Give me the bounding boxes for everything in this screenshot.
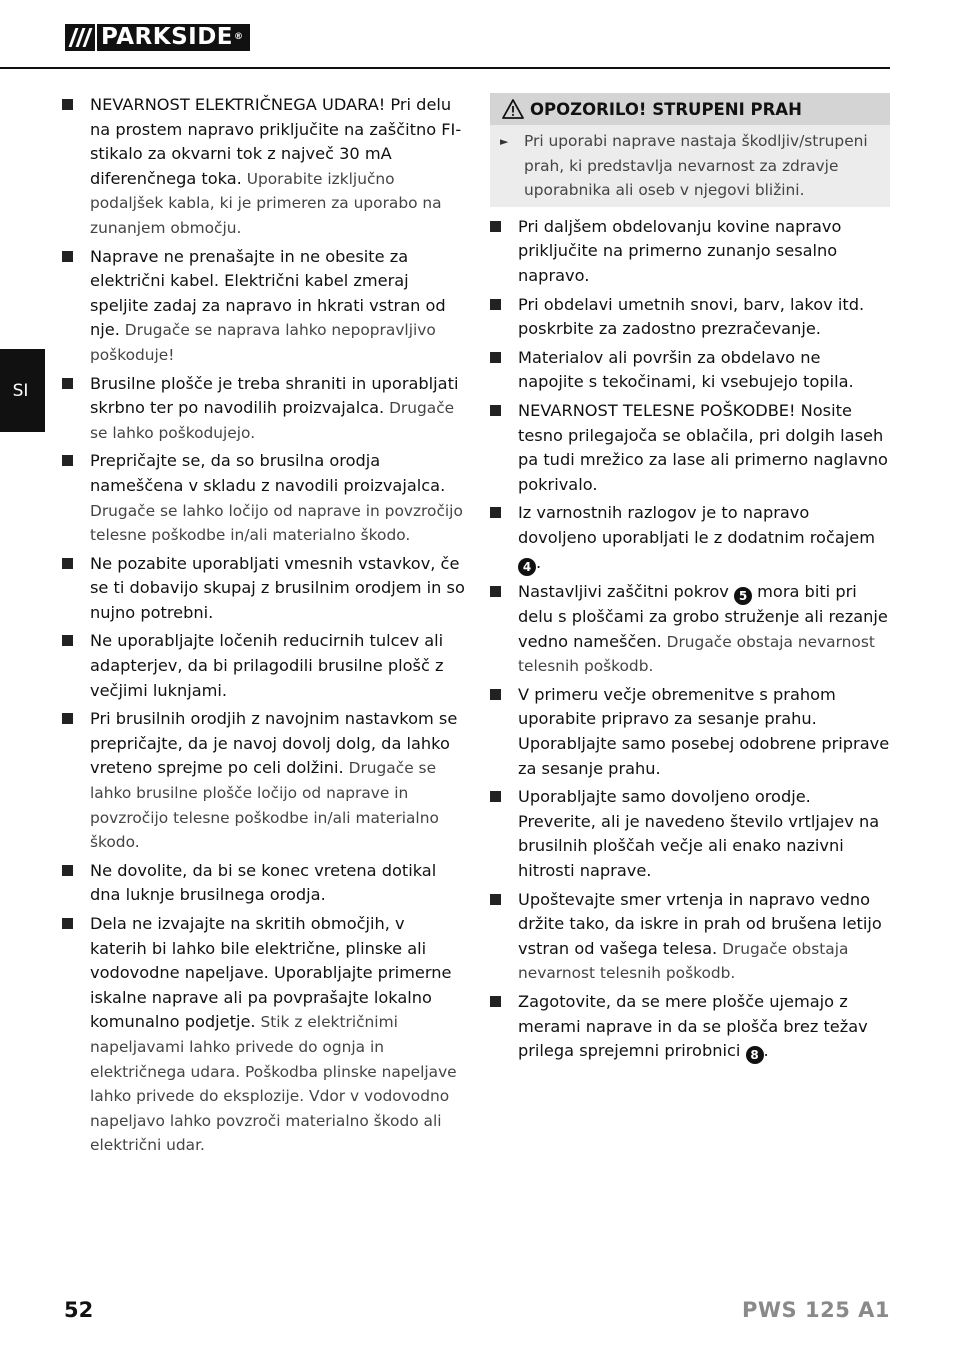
item-extra-text: Drugače obstaja nevarnost telesnih poškodb. xyxy=(518,632,875,676)
warning-title: OPOZORILO! STRUPENI PRAH xyxy=(530,99,802,119)
square-bullet-icon xyxy=(490,221,501,232)
list-item xyxy=(62,629,466,703)
square-bullet-icon xyxy=(490,299,501,310)
item-main-text: Pri brusilnih orodjih z navojnim nastavkom se prepričajte, da je navoj dovolj dolg, da lahko vreteno sprejme po celi dolžini. xyxy=(90,709,458,778)
registered-mark: ® xyxy=(234,32,244,42)
list-item xyxy=(490,399,890,497)
square-bullet-icon xyxy=(490,996,501,1007)
item-extra-text: Drugače se lahko poškodujejo. xyxy=(90,399,455,442)
item-main-text: Iz varnostnih razlogov je to napravo dovoljeno uporabljati le z dodatnim ročajem xyxy=(518,503,876,547)
list-item xyxy=(62,859,466,908)
list-item xyxy=(490,785,890,883)
list-item xyxy=(62,245,466,368)
list-item xyxy=(62,372,466,446)
warning-text: Pri uporabi naprave nastaja škodljiv/strupeni prah, ki predstavlja nevarnost za zdravje uporabnika ali oseb v njegovi bližini. xyxy=(524,132,868,200)
item-main-text: Materialov ali površin za obdelavo ne napojite s tekočinami, ki vsebujejo topila. xyxy=(518,347,854,392)
page-number: 52 xyxy=(64,1298,94,1322)
square-bullet-icon xyxy=(490,894,501,905)
list-item xyxy=(62,707,466,855)
list-item xyxy=(62,93,466,241)
item-main-text: Ne uporabljajte ločenih reducirnih tulcev ali adapterjev, da bi prilagodili brusilne plošč z večjimi luknjami. xyxy=(90,631,444,700)
square-bullet-icon xyxy=(62,378,73,389)
part-number-badge: 5 xyxy=(734,587,752,605)
list-item xyxy=(490,888,890,986)
item-extra-text: Stik z električnimi napeljavami lahko privede do ognja in električnega udara. Poškodba plinske napeljave lahko privede do eksplozije. Vdor v vodovodno napeljavo lahko povzroči materialno škodo ali električni udar. xyxy=(90,1013,457,1155)
square-bullet-icon xyxy=(62,713,73,724)
logo-slashes-icon xyxy=(65,24,95,51)
right-column xyxy=(490,93,890,1068)
item-extra-text: Drugače obstaja nevarnost telesnih poškodb. xyxy=(518,939,849,983)
language-tab: SI xyxy=(0,349,45,432)
list-item xyxy=(490,215,890,289)
item-main-text: Naprave ne prenašajte in ne obesite za električni kabel. Električni kabel zmeraj speljite zadaj za napravo in hkrati vstran od nje. xyxy=(90,246,446,340)
part-number-badge: 4 xyxy=(518,558,536,576)
item-main-text: Pri daljšem obdelovanju kovine napravo priključite na primerno zunanjo sesalno napravo. xyxy=(518,216,842,285)
list-item xyxy=(490,501,890,575)
square-bullet-icon xyxy=(490,791,501,802)
brand-name: PARKSIDE xyxy=(101,24,234,50)
warning-box xyxy=(490,93,890,207)
arrow-bullet-icon: ► xyxy=(500,135,509,148)
model-name: PWS 125 A1 xyxy=(741,1298,890,1322)
square-bullet-icon xyxy=(490,352,501,363)
part-number-badge: 8 xyxy=(746,1046,764,1064)
warning-header xyxy=(490,93,890,125)
item-main-text: Dela ne izvajajte na skritih območjih, v katerih bi lahko bile električne, plinske ali vodovodne napeljave. Uporabljajte primerne iskalne naprave ali pa povprašajte lokalno komunalno podjetje. xyxy=(90,914,452,1032)
item-extra-text: Drugače se lahko ločijo od naprave in povzročijo telesne poškodbe in/ali materialno škodo. xyxy=(90,501,463,545)
item-main-text: Brusilne plošče je treba shraniti in uporabljati skrbno ter po navodilih proizvajalca. xyxy=(90,373,459,418)
list-item xyxy=(62,449,466,547)
item-extra-text: Uporabite izključno podaljšek kabla, ki je primeren za uporabo na zunanjem območju. xyxy=(90,169,442,237)
list-item xyxy=(490,293,890,342)
header-rule xyxy=(0,67,890,69)
item-main-text: NEVARNOST TELESNE POŠKODBE! Nosite tesno prilegajoča se oblačila, pri dolgih laseh pa tudi mrežico za lase ali primerno naglavno pokrivalo. xyxy=(518,400,888,494)
item-extra-text: Drugače se lahko brusilne plošče ločijo od naprave in povzročijo telesne poškodbe in/ali materialno škodo. xyxy=(90,759,439,852)
item-main-text: Pri obdelavi umetnih snovi, barv, lakov itd. poskrbite za zadostno prezračevanje. xyxy=(518,294,865,339)
list-item xyxy=(490,346,890,395)
item-main-text: Upoštevajte smer vrtenja in napravo vedno držite tako, da iskre in prah od brušena letijo vstran od vašega telesa. xyxy=(518,889,882,958)
square-bullet-icon xyxy=(490,689,501,700)
item-main-text: NEVARNOST ELEKTRIČNEGA UDARA! Pri delu na prostem napravo priključite na zaščitno FI-stikalo za okvarni tok z največ 30 mA diferenčnega toka. xyxy=(90,95,462,188)
item-main-text: Zagotovite, da se mere plošče ujemajo z merami naprave in da se plošča brez težav prilega sprejemni prirobnici xyxy=(518,992,868,1061)
square-bullet-icon xyxy=(62,99,73,110)
item-main-text-after: mora biti pri delu s ploščami za grobo struženje ali rezanje vedno nameščen. xyxy=(518,581,888,651)
square-bullet-icon xyxy=(490,405,501,416)
square-bullet-icon xyxy=(62,558,73,569)
brand-logo xyxy=(65,24,250,51)
square-bullet-icon xyxy=(62,918,73,929)
item-main-text: Ne dovolite, da bi se konec vretena dotikal dna luknje brusilnega orodja. xyxy=(90,860,437,905)
left-column xyxy=(62,93,466,1162)
item-main-text-after: . xyxy=(763,1041,769,1061)
square-bullet-icon xyxy=(62,455,73,466)
item-main-text: V primeru večje obremenitve s prahom uporabite pripravo za sesanje prahu. Uporabljajte samo posebej odobrene priprave za sesanje prahu. xyxy=(518,684,890,778)
list-item xyxy=(490,683,890,781)
list-item xyxy=(490,580,890,679)
list-item xyxy=(62,912,466,1158)
item-main-text: Uporabljajte samo dovoljeno orodje. Preverite, ali je navedeno število vrtljajev na brusilnih ploščah večje ali enako nazivni hitrosti naprave. xyxy=(518,787,880,881)
item-extra-text: Drugače se naprava lahko nepopravljivo poškoduje! xyxy=(90,321,436,364)
item-main-text: Ne pozabite uporabljati vmesnih vstavkov, če se ti dobavijo skupaj z brusilnim orodjem in so nujno potrebni. xyxy=(90,553,465,622)
square-bullet-icon xyxy=(490,586,501,597)
item-main-text-after: . xyxy=(536,552,542,572)
square-bullet-icon xyxy=(62,865,73,876)
list-item xyxy=(62,552,466,626)
square-bullet-icon xyxy=(62,251,73,262)
square-bullet-icon xyxy=(490,507,501,518)
warning-triangle-icon xyxy=(502,99,524,119)
list-item xyxy=(490,990,890,1064)
item-main-text: Nastavljivi zaščitni pokrov xyxy=(518,581,729,601)
square-bullet-icon xyxy=(62,635,73,646)
item-main-text: Prepričajte se, da so brusilna orodja nameščena v skladu z navodili proizvajalca. xyxy=(90,451,446,495)
